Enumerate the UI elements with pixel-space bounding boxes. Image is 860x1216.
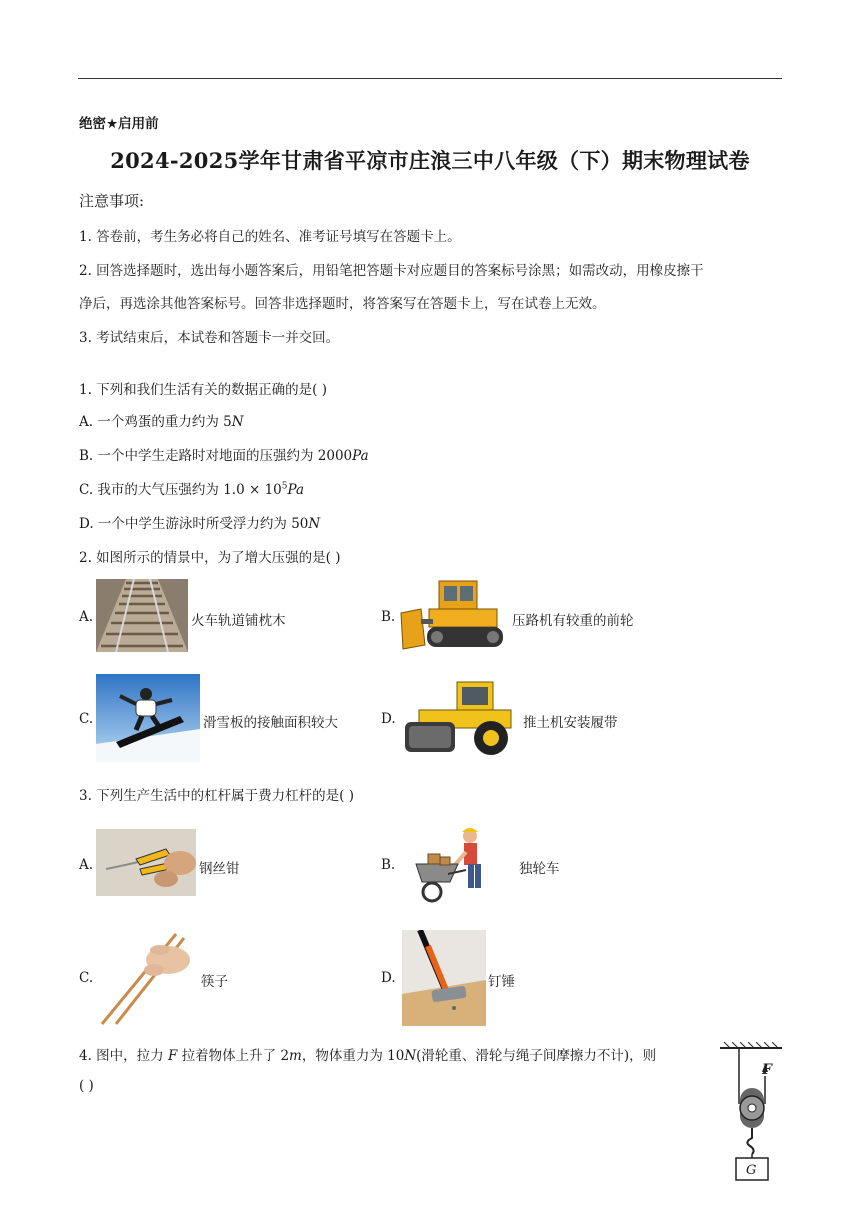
q1-option-c: C. 我市的大气压强约为 $1.0 \times 10^5Pa$ [79,481,305,498]
snowboarder-image [96,674,200,762]
q2-option-a-letter: A. [79,609,94,625]
force-f-label: F [762,1062,772,1078]
q3-option-a-letter: A. [79,857,94,873]
q2-option-b-letter: B. [381,609,396,625]
railway-sleepers-image [96,579,188,652]
wheelbarrow-image [408,826,500,908]
notice-item: 1. 答卷前，考生务必将自己的姓名、准考证号填写在答题卡上。 [79,229,461,245]
claw-hammer-image [402,930,486,1026]
question-3-stem: 3. 下列生产生活中的杠杆属于费力杠杆的是( ) [79,788,354,804]
q2-option-b-text: 压路机有较重的前轮 [512,613,634,629]
q1-option-a: A. 一个鸡蛋的重力约为 5N [79,414,244,430]
q3-option-d-letter: D. [381,970,396,986]
notice-item: 2. 回答选择题时，选出每小题答案后，用铅笔把答题卡对应题目的答案标号涂黑；如需改动，用橡皮擦干 [79,263,704,279]
notice-item: 净后，再选涂其他答案标号。回答非选择题时，将答案写在答题卡上，写在试卷上无效。 [79,296,606,312]
question-4-stem-line2: ( ) [79,1078,94,1094]
q3-option-c-letter: C. [79,970,94,986]
chopsticks-image [96,930,198,1026]
page-title: 2024-2025学年甘肃省平凉市庄浪三中八年级（下）期末物理试卷 [110,148,750,173]
question-1-stem: 1. 下列和我们生活有关的数据正确的是( ) [79,382,327,398]
q3-option-a-text: 钢丝钳 [199,861,240,877]
q3-option-c-text: 筷子 [201,974,228,990]
q3-option-b-text: 独轮车 [519,861,560,877]
question-2-stem: 2. 如图所示的情景中，为了增大压强的是( ) [79,550,341,566]
weight-g-label: G [746,1163,757,1178]
q1-option-d: D. 一个中学生游泳时所受浮力约为 50N [79,516,321,532]
notice-item: 3. 考试结束后，本试卷和答题卡一并交回。 [79,330,340,346]
q2-option-d-text: 推土机安装履带 [523,715,618,731]
road-roller-image [399,676,521,758]
q3-option-d-text: 钉锤 [488,974,515,990]
q2-option-a-text: 火车轨道铺枕木 [191,613,286,629]
q2-option-c-text: 滑雪板的接触面积较大 [203,715,338,731]
q3-option-b-letter: B. [381,857,396,873]
question-4-stem: 4. 图中，拉力 F 拉着物体上升了 2m，物体重力为 10N(滑轮重、滑轮与绳子间摩擦力不计)，则 [79,1048,657,1064]
pliers-image [96,829,196,896]
q1-option-b: B. 一个中学生走路时对地面的压强约为 2000Pa [79,448,369,464]
header-rule [78,78,782,79]
q2-option-c-letter: C. [79,711,94,727]
q2-option-d-letter: D. [381,711,396,727]
pulley-diagram [720,1042,784,1184]
secret-mark: 绝密★启用前 [79,116,159,132]
bulldozer-image [399,573,510,657]
notice-heading: 注意事项: [79,192,145,210]
